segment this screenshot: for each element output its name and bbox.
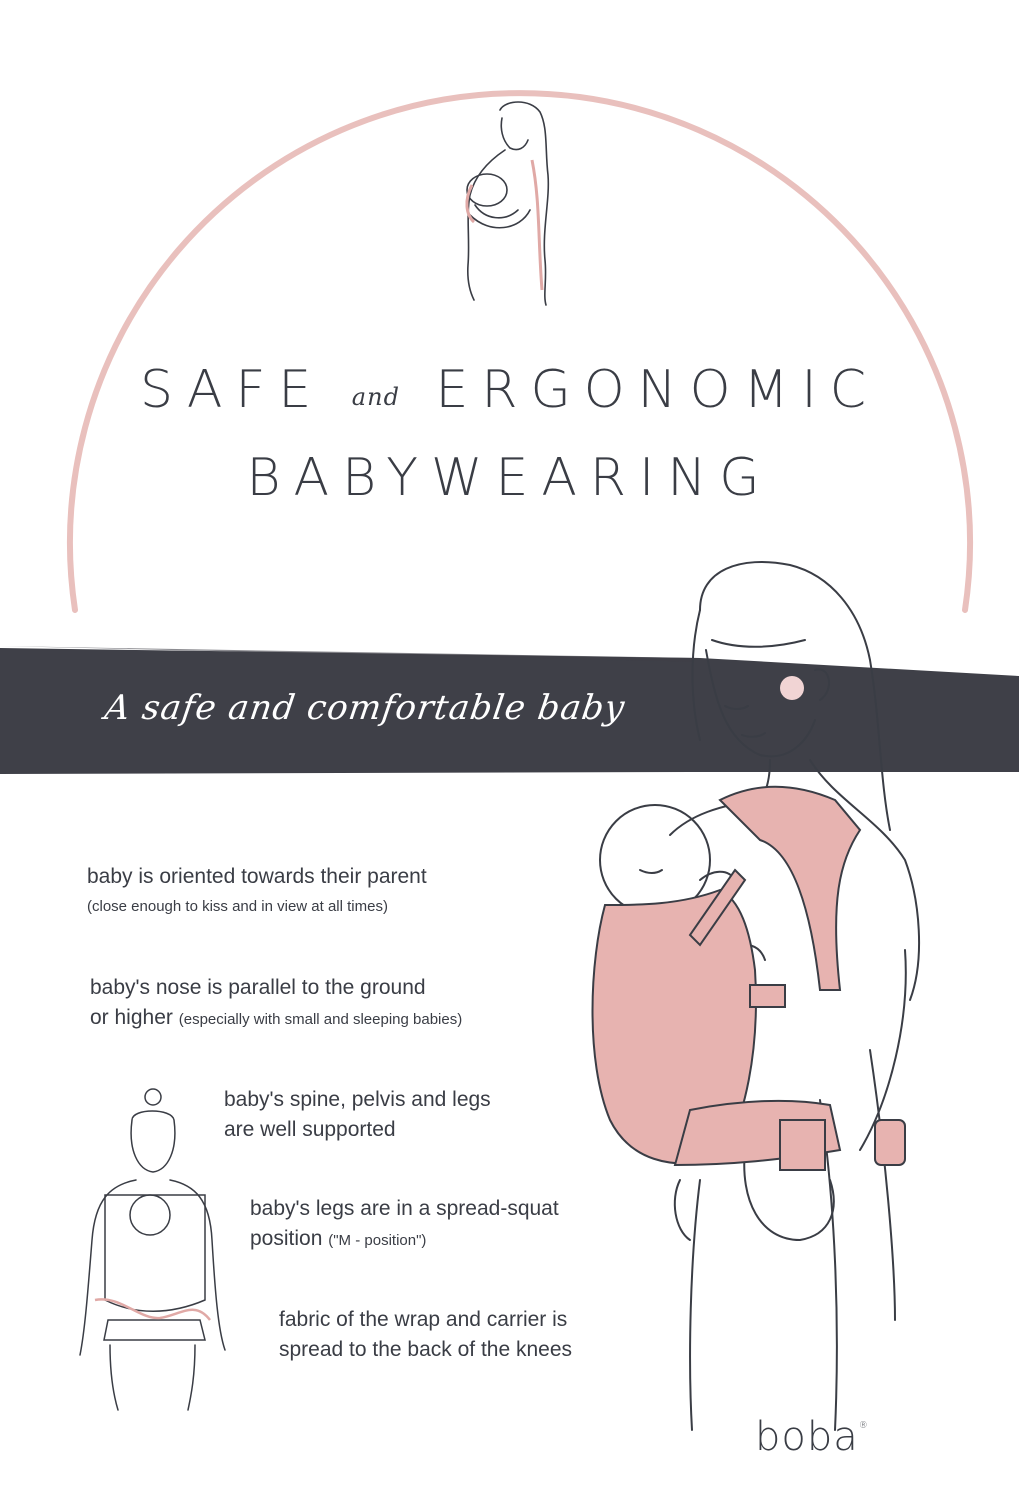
title-conjunction: and (351, 383, 400, 411)
feature-main-line2: are well supported (224, 1118, 396, 1141)
feature-legs (250, 1194, 559, 1256)
feature-main-line1: baby's legs are in a spread-squat (250, 1197, 559, 1220)
title-line-1 (0, 360, 1019, 420)
title-word-safe: SAFE (139, 360, 325, 420)
feature-main-line2: or higher (90, 1006, 173, 1029)
feature-main-line1: baby's nose is parallel to the ground (90, 976, 426, 999)
feature-sub: (close enough to kiss and in view at all times) (87, 898, 388, 915)
feature-sub: (especially with small and sleeping babies) (178, 1011, 463, 1028)
pink-back-line (532, 160, 542, 290)
carrier-tab (875, 1120, 905, 1165)
carrier-side-panel (780, 1120, 825, 1170)
feature-oriented (87, 862, 427, 915)
feature-spine (224, 1085, 491, 1145)
feature-main-line2-wrap (250, 1224, 559, 1256)
feature-main-line2-wrap (90, 1003, 462, 1035)
banner-tagline: A safe and comfortable baby (102, 688, 628, 728)
carrier-buckle (750, 985, 785, 1007)
feature-main-line1: fabric of the wrap and carrier is (279, 1308, 568, 1331)
logo-text: boba (755, 1414, 859, 1460)
feature-sub: ("M - position") (328, 1232, 427, 1249)
feature-main-line2: position (250, 1227, 323, 1250)
pink-m-line (95, 1299, 210, 1320)
cheek-blush (780, 676, 804, 700)
title-line-2: BABYWEARING (246, 448, 773, 508)
front-carrier-sketch (80, 1089, 225, 1410)
pink-arc (70, 93, 970, 610)
pink-accent-small (467, 185, 474, 222)
feature-main: baby is oriented towards their parent (87, 865, 427, 888)
boba-logo (755, 1414, 869, 1460)
registered-mark: ® (858, 1421, 869, 1431)
feature-nose (90, 973, 462, 1035)
feature-fabric (279, 1305, 572, 1365)
feature-main-line2: spread to the back of the knees (279, 1338, 573, 1361)
title-word-ergonomic: ERGONOMIC (435, 360, 880, 420)
feature-main-line1: baby's spine, pelvis and legs (224, 1088, 491, 1111)
